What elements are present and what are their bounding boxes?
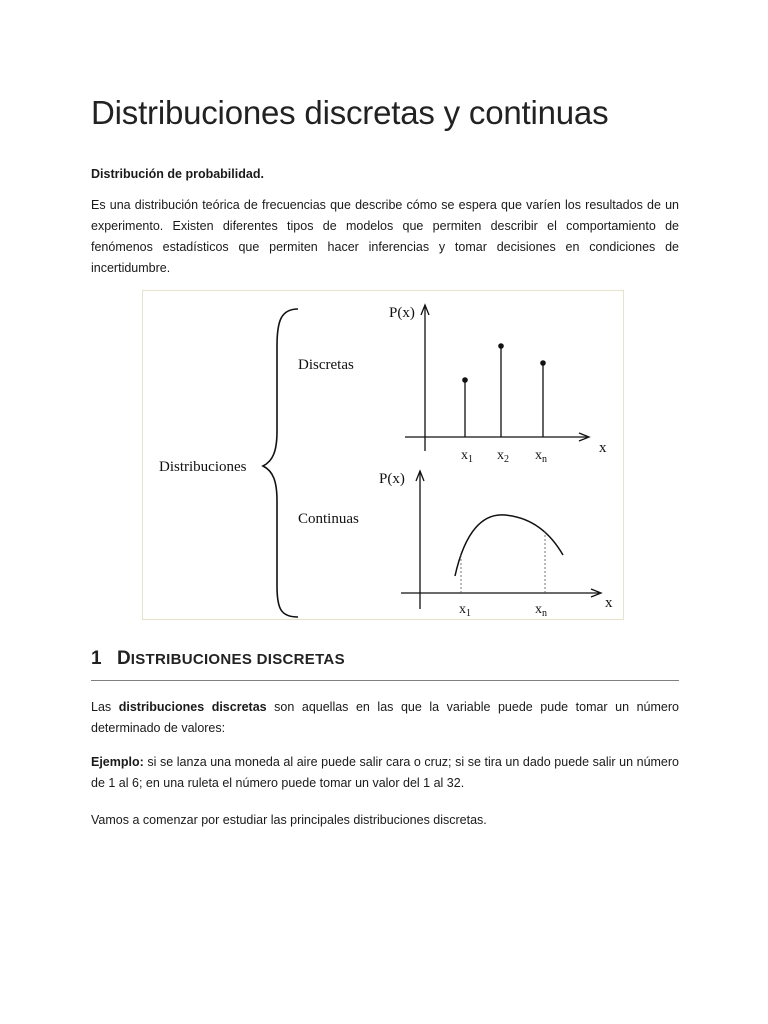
discrete-point-1 (462, 377, 468, 383)
subheading: Distribución de probabilidad. (91, 167, 264, 181)
discrete-y-label: P(x) (389, 305, 415, 321)
discrete-plot (389, 305, 607, 465)
continuous-y-label: P(x) (379, 471, 405, 487)
discrete-x-label: x (599, 440, 607, 456)
continuous-tick-xn: $x_n$ (535, 602, 547, 619)
discrete-label: Discretas (298, 357, 354, 373)
discrete-point-n (540, 360, 546, 366)
intro-paragraph: Es una distribución teórica de frecuencias que describe cómo se espera que varíen los resultados de un experimento. Existen diferentes tipos de modelos que permiten describir el comportamiento de fenómenos estadísticos que permiten hacer inferencias y tomar decisiones en condiciones de incertidumbre. (91, 198, 679, 275)
discrete-tick-x2: $x_2$ (497, 448, 509, 465)
discrete-tick-xn: $x_n$ (535, 448, 547, 465)
p1-bold: distribuciones discretas (118, 700, 267, 714)
example-text: si se lanza una moneda al aire puede salir cara o cruz; si se tira un dado puede salir un número de 1 al 6; en una ruleta el número puede tomar un valor del 1 al 32. (91, 755, 679, 790)
continuous-label: Continuas (298, 511, 359, 527)
section-number: 1 (91, 648, 102, 669)
curly-brace (263, 309, 298, 617)
continuous-plot (379, 471, 613, 619)
p1-rest: son aquellas en las que la variable puede pude tomar un número determinado de valores: (91, 700, 679, 735)
example-label: Ejemplo: (91, 755, 144, 769)
root-label: Distribuciones (159, 459, 247, 475)
density-curve (455, 515, 563, 576)
example-paragraph (91, 752, 679, 794)
discrete-tick-x1: $x_1$ (461, 448, 473, 465)
section-initial: D (117, 648, 131, 669)
distributions-diagram (143, 291, 625, 621)
p1-lead: Las (91, 700, 119, 714)
continuous-x-label: x (605, 595, 613, 611)
section-paragraph-1 (91, 697, 679, 739)
closing-paragraph: Vamos a comenzar por estudiar las principales distribuciones discretas. (91, 813, 487, 827)
distributions-figure (142, 290, 624, 620)
page-title: Distribuciones discretas y continuas (91, 94, 609, 131)
section-heading (91, 648, 679, 681)
discrete-point-2 (498, 343, 504, 349)
continuous-tick-x1: $x_1$ (459, 602, 471, 619)
section-title-rest: ISTRIBUCIONES DISCRETAS (130, 651, 345, 668)
